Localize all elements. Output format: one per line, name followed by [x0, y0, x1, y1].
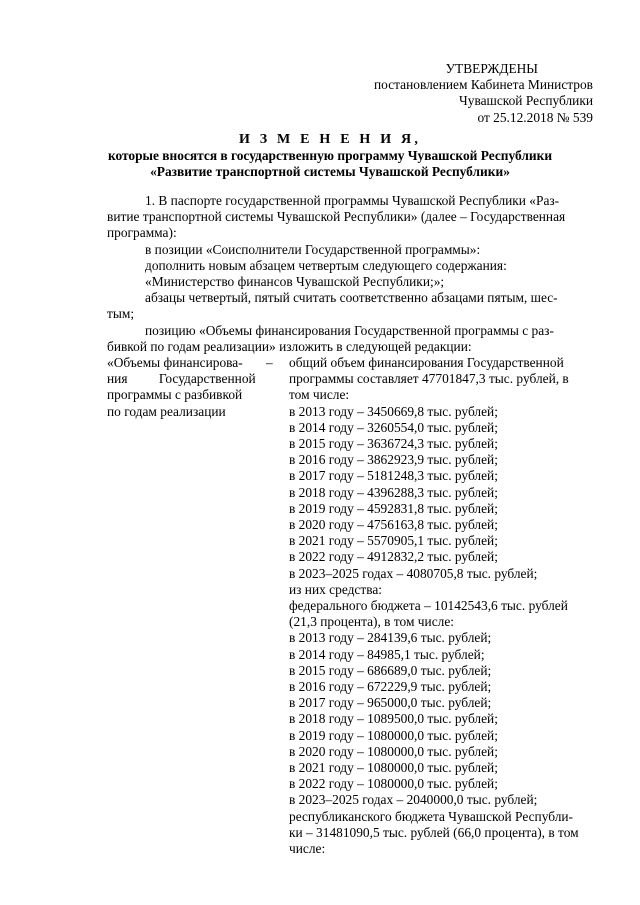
list-item: в 2020 году – 4756163,8 тыс. рублей;: [289, 517, 498, 533]
paragraph-line: позицию «Объемы финансирования Государственной программы с раз-: [145, 322, 554, 338]
list-item: в 2014 году – 3260554,0 тыс. рублей;: [289, 419, 498, 435]
paragraph-line: в позиции «Соисполнители Государственной программы»:: [145, 241, 481, 257]
list-item: в 2021 году – 1080000,0 тыс. рублей;: [289, 760, 498, 776]
approval-line: постановлением Кабинета Министров: [374, 77, 593, 93]
paragraph-line: тым;: [107, 306, 135, 322]
paragraph-line: «Министерство финансов Чувашской Республики;»;: [145, 274, 445, 290]
paragraph-line: витие транспортной системы Чувашской Республики» (далее – Государственная: [107, 209, 566, 225]
republic-line: числе:: [289, 841, 326, 857]
list-item: в 2020 году – 1080000,0 тыс. рублей;: [289, 743, 498, 759]
federal-line: федерального бюджета – 10142543,6 тыс. рублей: [289, 598, 568, 614]
republic-line: республиканского бюджета Чувашской Республи-: [289, 808, 574, 824]
list-item: в 2014 году – 84985,1 тыс. рублей;: [289, 646, 485, 662]
document-body: [107, 193, 596, 355]
paragraph-line: 1. В паспорте государственной программы Чувашской Республики «Раз-: [145, 193, 560, 208]
document-title: [70, 132, 590, 181]
approval-stamp: [374, 61, 593, 126]
list-item: в 2022 году – 1080000,0 тыс. рублей;: [289, 776, 498, 792]
list-item: в 2019 году – 4592831,8 тыс. рублей;: [289, 500, 498, 516]
federal-line: (21,3 процента), в том числе:: [289, 614, 454, 630]
list-item: в 2023–2025 годах – 4080705,8 тыс. рублей;: [289, 565, 538, 581]
list-item: в 2016 году – 3862923,9 тыс. рублей;: [289, 452, 498, 468]
title-program-name: «Развитие транспортной системы Чувашской Республики»: [150, 164, 510, 180]
list-item: в 2018 году – 4396288,3 тыс. рублей;: [289, 484, 498, 500]
list-item: в 2013 году – 3450669,8 тыс. рублей;: [289, 403, 498, 419]
total-line: программы составляет 47701847,3 тыс. рублей, в: [289, 371, 569, 387]
total-years-list: [289, 404, 596, 582]
list-item: в 2015 году – 686689,0 тыс. рублей;: [289, 662, 492, 678]
list-item: в 2015 году – 3636724,3 тыс. рублей;: [289, 436, 498, 452]
list-item: в 2018 году – 1089500,0 тыс. рублей;: [289, 711, 498, 727]
paragraph-line: дополнить новым абзацем четвертым следующего содержания:: [145, 257, 507, 273]
left-cell-line: «Объемы финансирова-: [107, 355, 243, 370]
list-item: в 2013 году – 284139,6 тыс. рублей;: [289, 630, 492, 646]
left-cell-line: программы с разбивкой: [107, 387, 243, 403]
left-cell-line: ния Государственной: [107, 371, 256, 387]
table-dash: –: [266, 355, 273, 370]
list-item: в 2022 году – 4912832,2 тыс. рублей;: [289, 549, 498, 565]
list-item: в 2017 году – 5181248,3 тыс. рублей;: [289, 468, 498, 484]
total-line: том числе:: [289, 387, 350, 403]
list-item: в 2017 году – 965000,0 тыс. рублей;: [289, 695, 492, 711]
paragraph-line: абзацы четвертый, пятый считать соответственно абзацами пятым, шес-: [145, 290, 558, 306]
list-item: в 2019 году – 1080000,0 тыс. рублей;: [289, 727, 498, 743]
approval-heading: УТВЕРЖДЕНЫ: [445, 61, 538, 76]
paragraph-line: бивкой по годам реализации» изложить в следующей редакции:: [107, 338, 472, 354]
list-item: в 2021 году – 5570905,1 тыс. рублей;: [289, 533, 498, 549]
list-item: в 2023–2025 годах – 2040000,0 тыс. рублей;: [289, 792, 538, 808]
left-cell-line: по годам реализации: [107, 403, 226, 419]
title-heading: И З М Е Н Е Н И Я,: [238, 132, 422, 147]
paragraph-line: программа):: [107, 225, 177, 241]
republic-line: ки – 31481090,5 тыс. рублей (66,0 процента), в том: [289, 824, 579, 840]
of-them-line: из них средства:: [289, 581, 383, 597]
table-right-cell: [289, 355, 596, 857]
title-subline: которые вносятся в государственную программу Чувашской Республики: [107, 148, 553, 164]
federal-years-list: [289, 630, 596, 808]
approval-line: Чувашской Республики: [459, 93, 593, 109]
table-left-cell: [107, 355, 275, 420]
approval-date: от 25.12.2018 № 539: [477, 109, 593, 125]
list-item: в 2016 году – 672229,9 тыс. рублей;: [289, 679, 492, 695]
total-line: общий объем финансирования Государственной: [289, 355, 564, 370]
